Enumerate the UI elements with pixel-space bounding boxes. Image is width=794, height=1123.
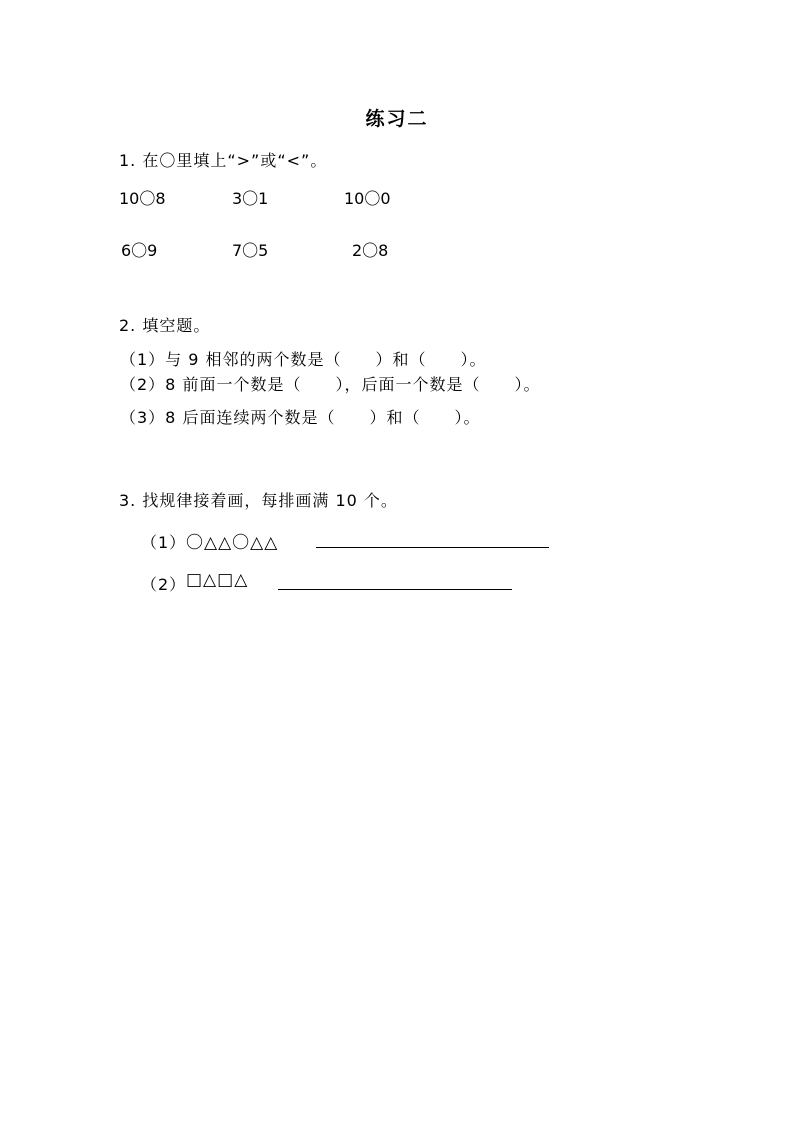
page-title: 练习二	[365, 108, 429, 130]
fill-blank-item: （3）8 后面连续两个数是（ ）和（ ）。	[120, 408, 481, 427]
question-1-prompt: 1. 在〇里填上“>”或“<”。	[119, 151, 328, 170]
shape-pattern: □△□△	[186, 570, 249, 590]
compare-item: 7〇5	[232, 241, 269, 260]
compare-item: 10〇0	[344, 189, 391, 208]
question-2-prompt: 2. 填空题。	[119, 316, 211, 335]
answer-line	[316, 547, 549, 548]
compare-item: 2〇8	[352, 241, 389, 260]
shape-pattern: 〇△△〇△△	[186, 533, 279, 553]
pattern-label: （2）	[141, 575, 187, 594]
pattern-label: （1）	[141, 533, 187, 552]
answer-line	[278, 589, 512, 590]
compare-item: 6〇9	[121, 241, 158, 260]
fill-blank-item: （2）8 前面一个数是（ ），后面一个数是（ ）。	[120, 375, 541, 394]
fill-blank-item: （1）与 9 相邻的两个数是（ ）和（ ）。	[120, 350, 487, 369]
compare-item: 10〇8	[119, 189, 166, 208]
compare-item: 3〇1	[232, 189, 269, 208]
question-3-prompt: 3. 找规律接着画，每排画满 10 个。	[119, 491, 398, 510]
